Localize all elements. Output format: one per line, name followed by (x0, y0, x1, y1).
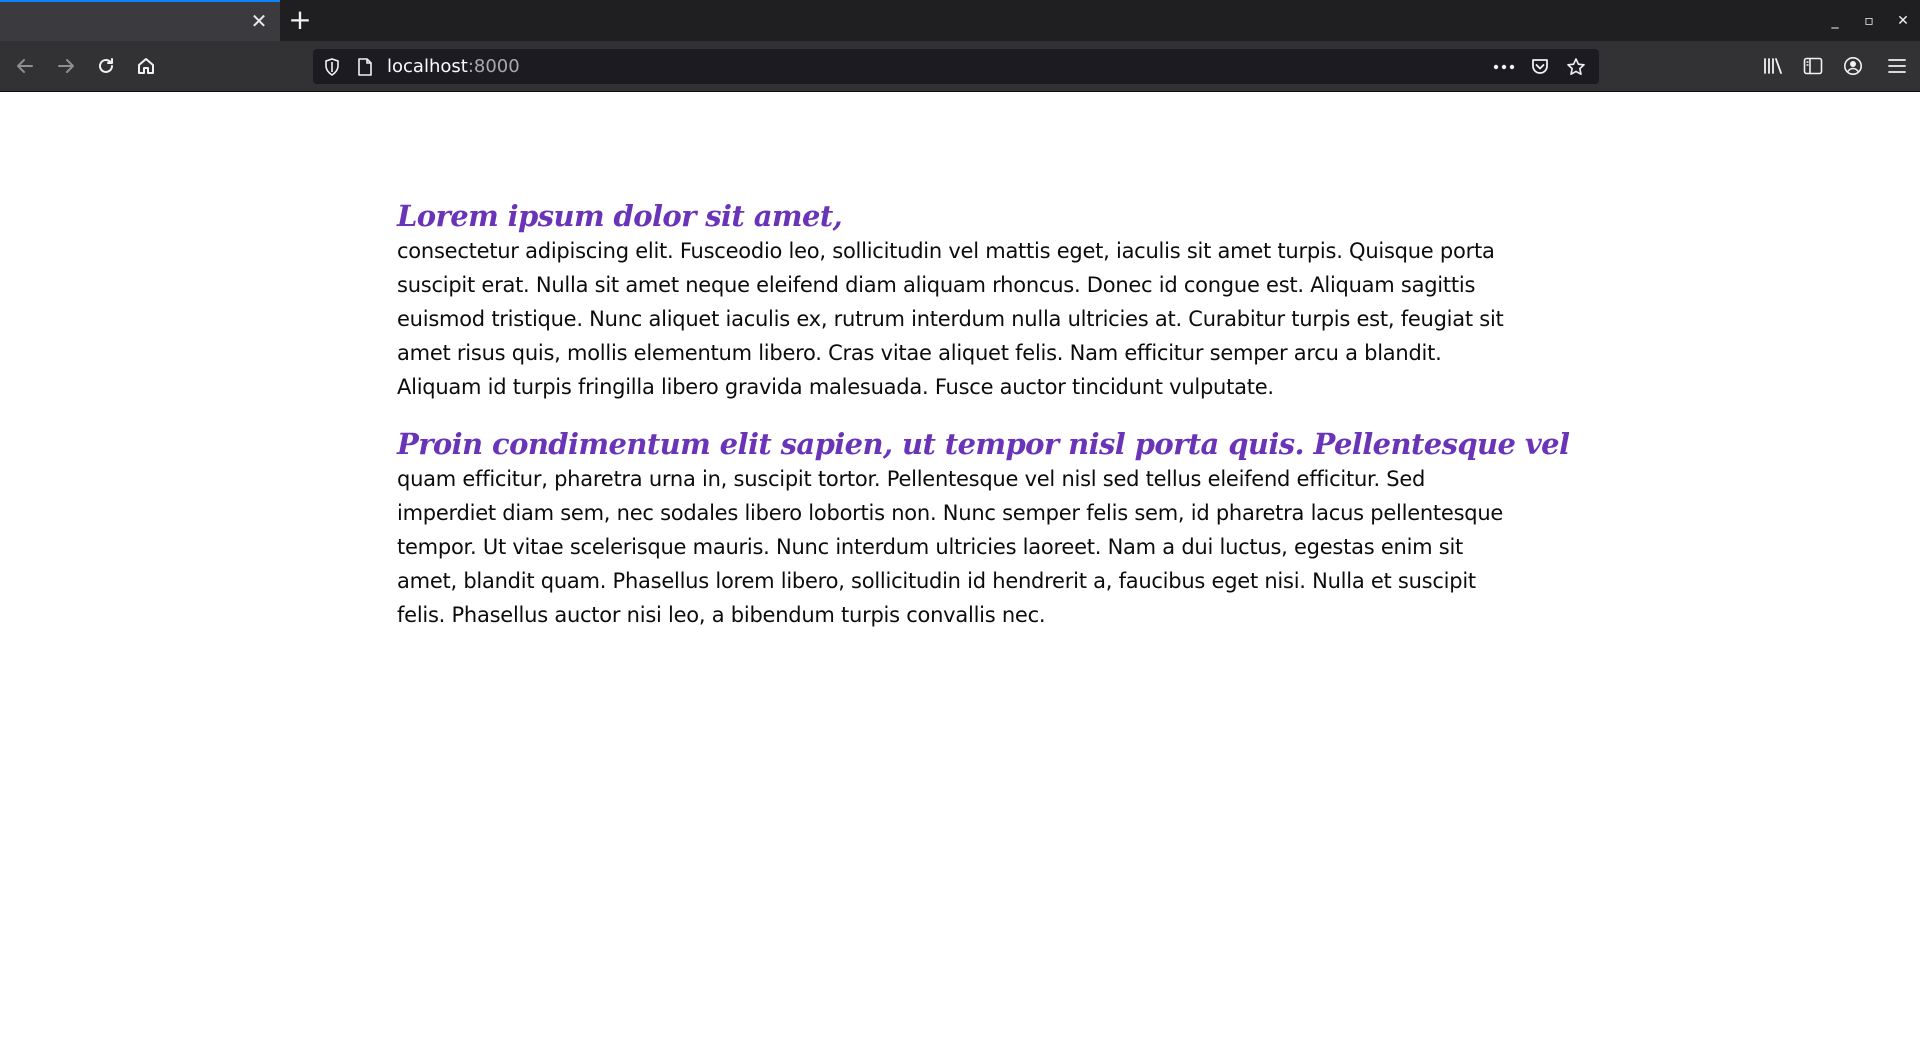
library-icon (1763, 57, 1783, 75)
hamburger-menu-icon (1888, 58, 1906, 74)
site-info-button[interactable] (355, 57, 375, 77)
forward-arrow-icon (56, 56, 76, 76)
window-controls (1818, 0, 1920, 41)
sidebar-button[interactable] (1798, 51, 1828, 81)
pocket-icon (1530, 57, 1550, 77)
toolbar-right (1748, 51, 1920, 81)
navigation-toolbar (0, 41, 1920, 92)
url-text[interactable] (387, 49, 520, 84)
page-content (0, 92, 1920, 1046)
tab-close-button[interactable]: ✕ (250, 9, 268, 33)
home-button[interactable] (131, 51, 161, 81)
maximize-button[interactable]: ▫ (1864, 12, 1874, 29)
library-button[interactable] (1758, 51, 1788, 81)
back-button[interactable] (10, 51, 40, 81)
url-bar[interactable] (313, 49, 1599, 84)
star-icon (1566, 57, 1586, 77)
more-dots-icon (1493, 64, 1515, 70)
minimize-button[interactable]: _ (1831, 12, 1839, 29)
back-arrow-icon (15, 56, 35, 76)
forward-button[interactable] (51, 51, 81, 81)
account-button[interactable] (1838, 51, 1868, 81)
home-icon (136, 56, 156, 76)
url-port: :8000 (467, 56, 520, 77)
url-actions (1489, 49, 1591, 84)
article (397, 198, 1570, 654)
menu-button[interactable] (1882, 51, 1912, 81)
page-icon (357, 58, 373, 76)
url-host: localhost (387, 56, 468, 77)
section-paragraph-1: consectetur adipiscing elit. Fusceodio leo, sollicitudin vel mattis eget, iaculis sit amet turpis. Quisque porta suscipit erat. Nulla sit amet neque eleifend diam aliquam rhoncus. Donec id congue est. Aliquam sagittis euismod tristique. Nunc aliquet iaculis ex, rutrum interdum nulla ultricies at. Curabitur turpis est, feugiat sit amet risus quis, mollis elementum libero. Cras vitae aliquet felis. Nam efficitur semper arcu a blandit. Aliquam id turpis fringilla libero gravida malesuada. Fusce auctor tincidunt vulputate. (397, 239, 1504, 399)
reload-button[interactable] (91, 51, 121, 81)
section-heading-1: Lorem ipsum dolor sit amet, (397, 199, 843, 233)
reload-icon (96, 56, 116, 76)
browser-chrome (0, 0, 1920, 92)
pocket-button[interactable] (1525, 52, 1555, 82)
bookmark-star-button[interactable] (1561, 52, 1591, 82)
section-heading-2: Proin condimentum elit sapien, ut tempor nisl porta quis. Pellentesque vel (397, 427, 1570, 461)
page-actions-button[interactable] (1489, 52, 1519, 82)
tab-strip (0, 0, 1920, 41)
tracking-protection-button[interactable] (322, 57, 342, 77)
new-tab-button[interactable]: + (288, 3, 312, 36)
shield-icon (324, 58, 340, 76)
tab-active[interactable] (0, 0, 280, 41)
close-window-button[interactable]: ✕ (1897, 12, 1909, 29)
sidebar-icon (1803, 57, 1823, 75)
section-paragraph-2: quam efficitur, pharetra urna in, suscipit tortor. Pellentesque vel nisl sed tellus eleifend efficitur. Sed imperdiet diam sem, nec sodales libero lobortis non. Nunc semper felis sem, id pharetra lacus pellentesque tempor. Ut vitae scelerisque mauris. Nunc interdum ultricies laoreet. Nam a dui luctus, egestas enim sit amet, blandit quam. Phasellus lorem libero, sollicitudin id hendrerit a, faucibus eget nisi. Nulla et suscipit felis. Phasellus auctor nisi leo, a bibendum turpis convallis nec. (397, 467, 1504, 627)
account-icon (1843, 56, 1863, 76)
